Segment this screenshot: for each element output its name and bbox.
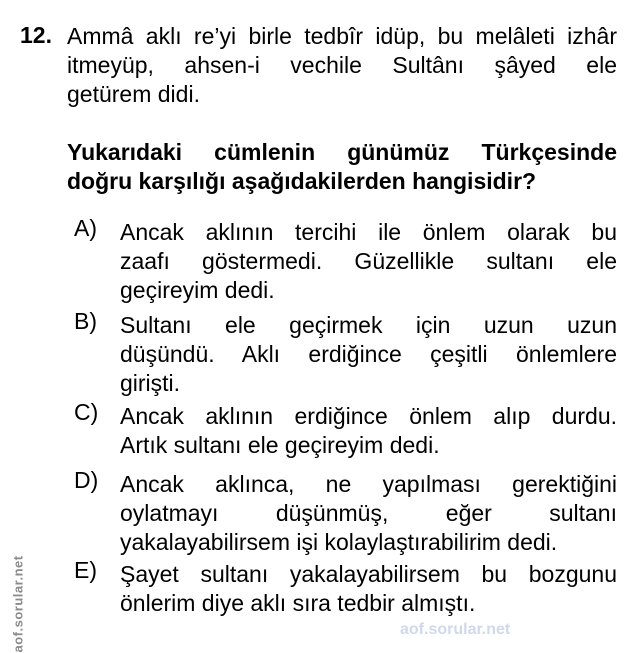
option-line: Ancak aklınca, ne yapılması gerektiğini (120, 471, 617, 497)
option-letter: A) (74, 215, 97, 241)
question-stem-line: itmeyüp, ahsen-i vechile Sultânı şâyed ele (67, 52, 617, 78)
diagonal-watermark: aof.sorular.net (400, 621, 511, 638)
option-line: yakalayabilirsem işi kolaylaştırabilirim dedi. (120, 529, 558, 555)
option-line: Artık sultanı ele geçireyim dedi. (120, 432, 440, 458)
option-line: zaafı göstermedi. Güzellikle sultanı ele (120, 248, 617, 274)
option-line: Ancak aklının tercihi ile önlem olarak bu (120, 219, 617, 245)
question-stem-line: getürem didi. (67, 81, 200, 107)
option-line: Sultanı ele geçirmek için uzun uzun (120, 312, 617, 338)
option-letter: C) (74, 399, 99, 425)
option-line: önlerim diye aklı sıra tedbir almıştı. (120, 590, 476, 616)
question-prompt-line: Yukarıdaki cümlenin günümüz Türkçesinde (67, 139, 617, 165)
side-watermark: aof.sorular.net (10, 555, 26, 653)
option-line: girişti. (120, 370, 181, 396)
option-letter: E) (74, 557, 97, 583)
option-line: Ancak aklının erdiğince önlem alıp durdu. (120, 403, 617, 429)
option-line: oylatmayı düşünmüş, eğer sultanı (120, 500, 617, 526)
question-prompt-line: doğru karşılığı aşağıdakilerden hangisidir? (67, 168, 537, 194)
option-letter: B) (74, 308, 97, 334)
option-letter: D) (74, 467, 99, 493)
option-line: geçireyim dedi. (120, 277, 275, 303)
option-line: düşündü. Aklı erdiğince çeşitli önlemlere (120, 341, 617, 367)
question-stem-line: Ammâ aklı re’yi birle tedbîr idüp, bu melâleti izhâr (67, 23, 617, 49)
option-line: Şayet sultanı yakalayabilirsem bu bozgunu (120, 561, 617, 587)
question-number: 12. (20, 22, 52, 48)
